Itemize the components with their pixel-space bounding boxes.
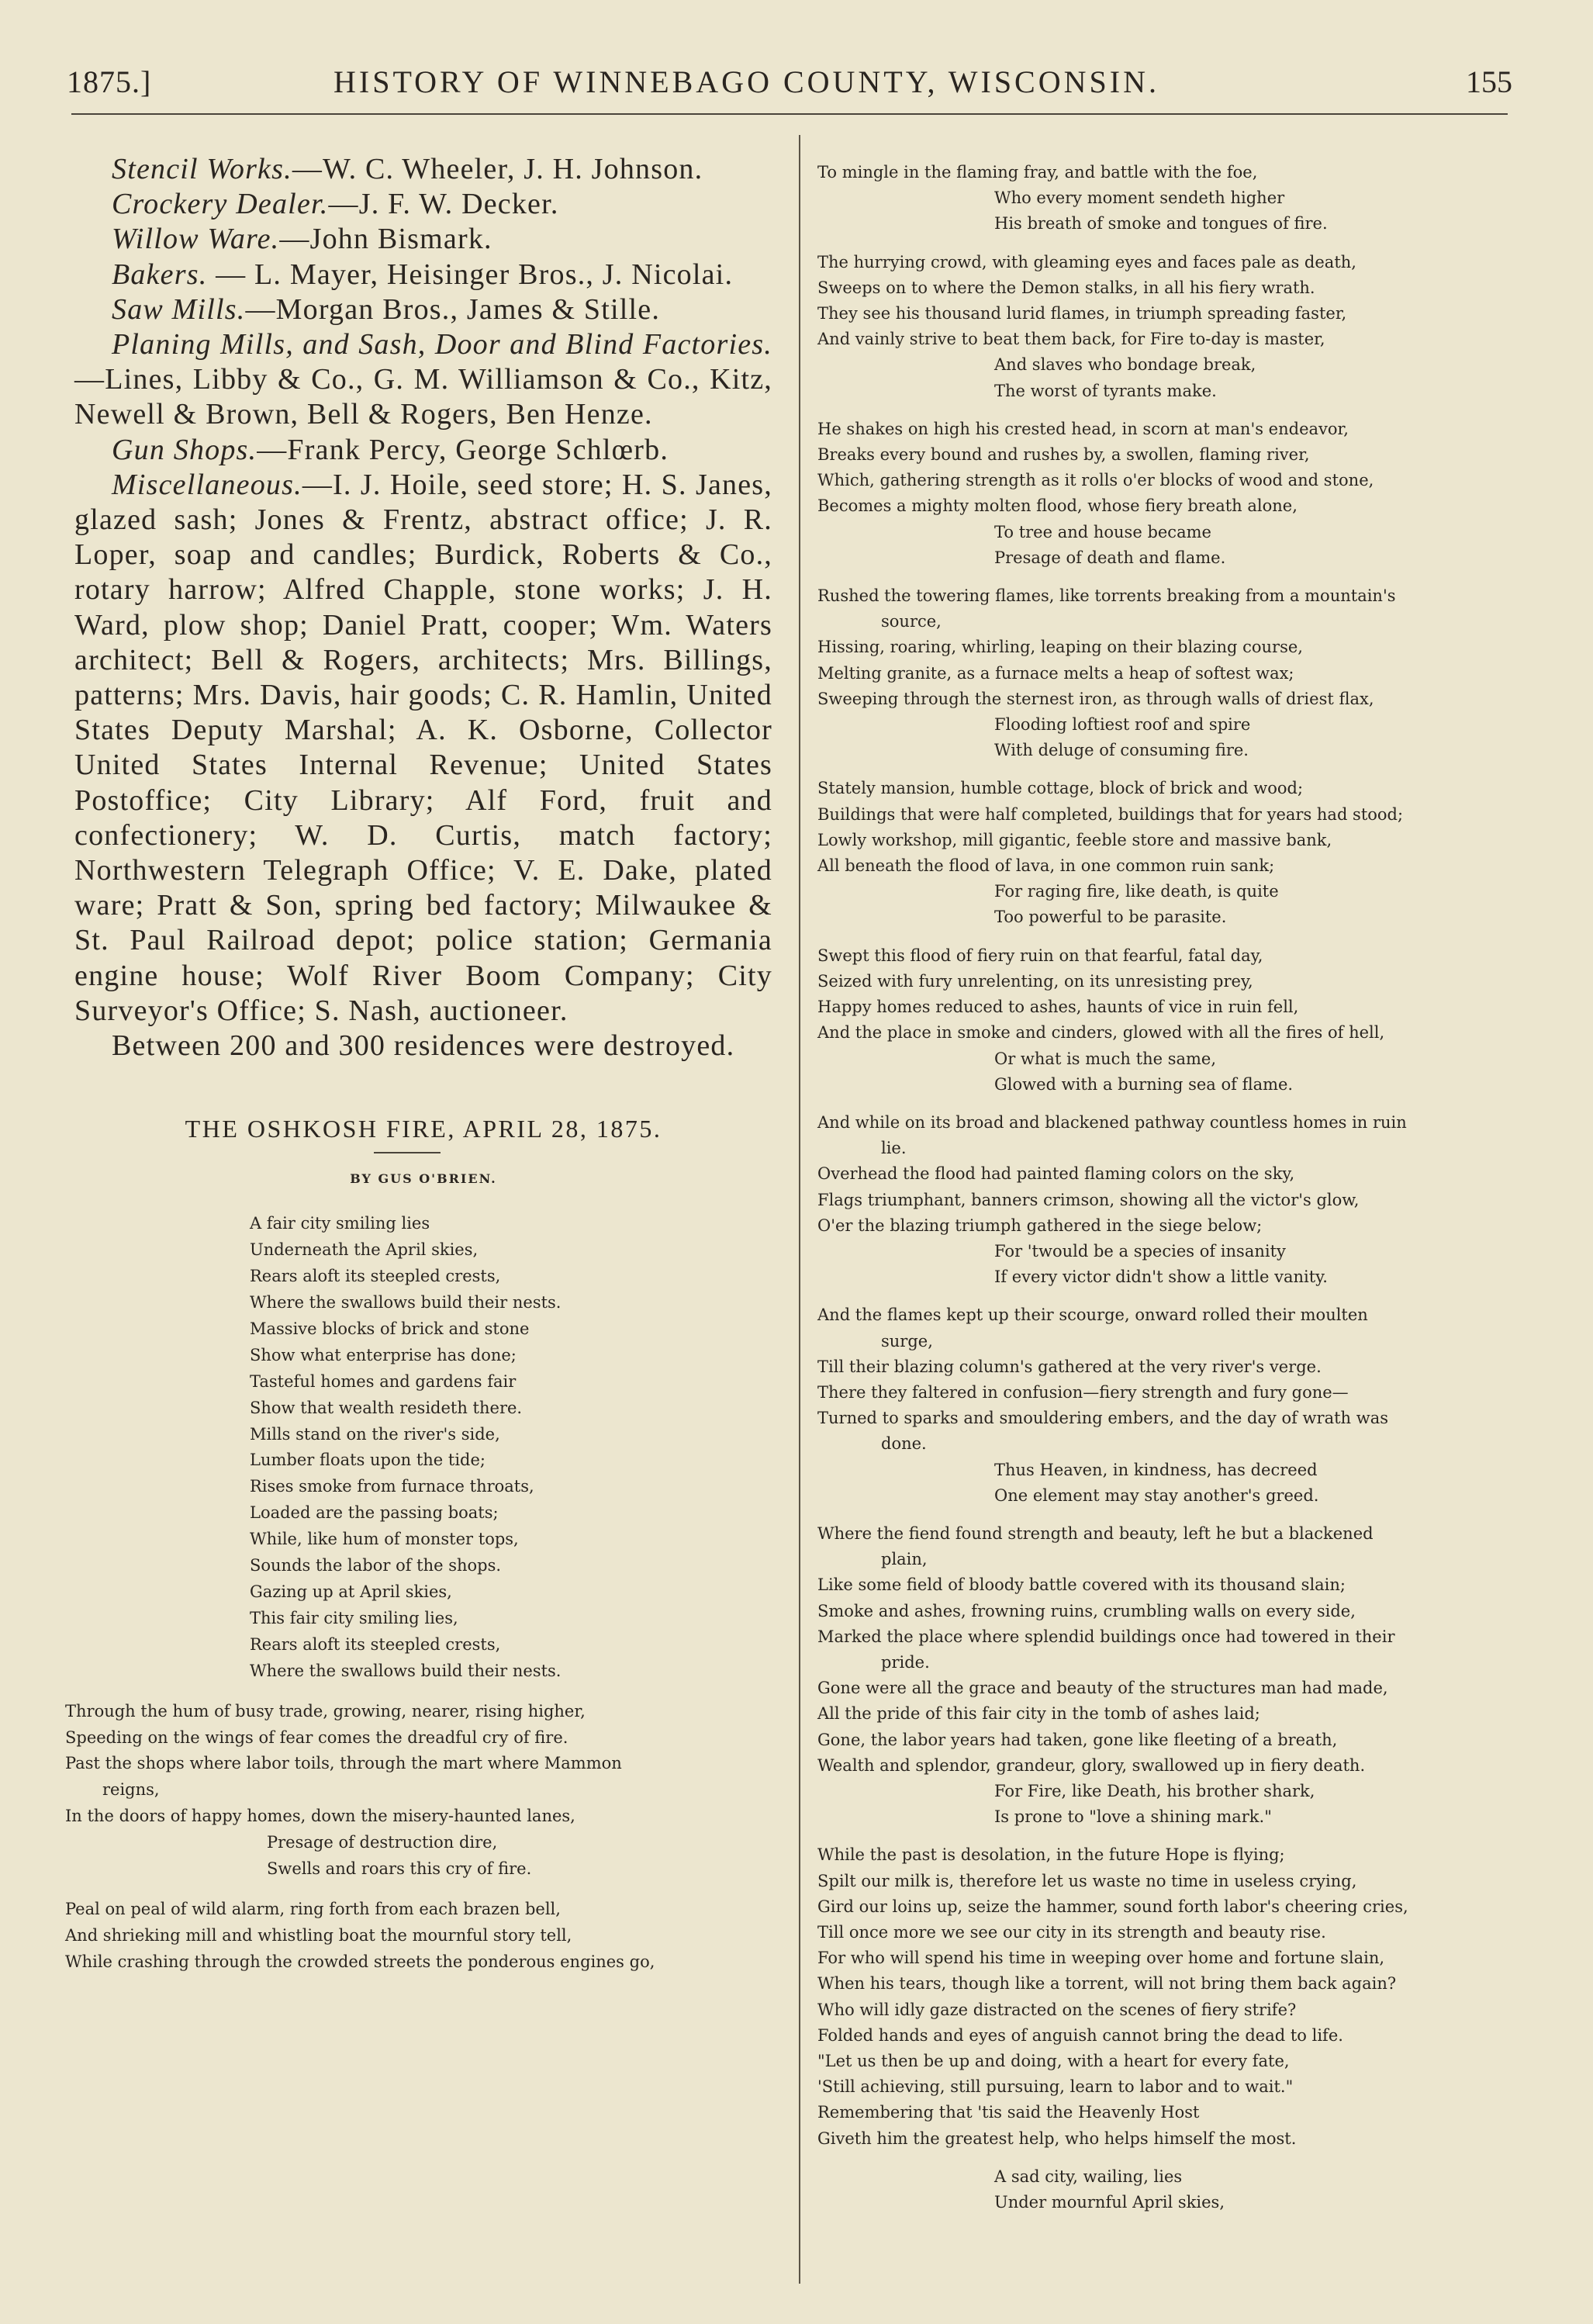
poem-line: Remembering that 'tis said the Heavenly Host (817, 2103, 1200, 2122)
poem-line: All beneath the flood of lava, in one common ruin sank; (817, 856, 1275, 876)
poem-line: This fair city smiling lies, (250, 1608, 458, 1627)
entry-text: —Frank Percy, George Schlœrb. (257, 433, 669, 466)
poem-stanza (817, 583, 1515, 763)
poem-line: While the past is desolation, in the future Hope is flying; (817, 1845, 1285, 1865)
poem-stanza (817, 943, 1515, 1098)
poem-stanza (250, 1211, 772, 1684)
poem-stanza (817, 1302, 1515, 1509)
entry-label: Willow Ware. (112, 223, 280, 256)
poem-line: While, like hum of monster tops, (250, 1530, 519, 1549)
poem-line: Overhead the flood had painted flaming colors on the sky, (817, 1164, 1295, 1184)
header-year: 1875.] (67, 64, 152, 99)
poem-line: And the flames kept up their scourge, onward rolled their moulten (817, 1306, 1368, 1325)
directory-entry (74, 152, 772, 187)
poem-line: Past the shops where labor toils, through the mart where Mammon (65, 1754, 622, 1773)
entry-text: —I. J. Hoile, seed store; H. S. Janes, glazed sash; Jones & Frentz, abstract office; J. R. Loper, soap and candles; Burdick, Roberts & Co., rotary harrow; Alfred Chapple, stone works; J. H. Ward, plow shop; Daniel Pratt, cooper; Wm. Waters architect; Bell & Rogers, architects; Mrs. Billings, patterns; Mrs. Davis, hair goods; C. R. Hamlin, United States Deputy Marshal; A. K. Osborne, Collector United States Internal Revenue; United States Postoffice; City Library; Alf Ford, fruit and confectionery; W. D. Curtis, match factory; Northwestern Telegraph Office; V. E. Dake, plated ware; Pratt & Son, spring bed factory; Milwaukee & St. Paul Railroad depot; police station; Germania engine house; Wolf River Boom Company; City Surveyor's Office; S. Nash, auctioneer. (74, 468, 772, 1027)
entry-label: Miscellaneous. (112, 468, 302, 501)
poem-line: They see his thousand lurid flames, in triumph spreading faster, (817, 304, 1347, 323)
poem-line: Swells and roars this cry of fire. (267, 1859, 532, 1879)
left-column (65, 152, 772, 1976)
entry-text: —J. F. W. Decker. (328, 188, 559, 221)
poem-line: And the place in smoke and cinders, glowed with all the fires of hell, (817, 1023, 1385, 1043)
poem-line: Mills stand on the river's side, (250, 1424, 500, 1444)
entry-text: —Morgan Bros., James & Stille. (245, 292, 661, 326)
poem-line: Sweeping through the sternest iron, as through walls of driest flax, (817, 689, 1374, 708)
poem-stanza (817, 160, 1515, 237)
poem-line: Sweeps on to where the Demon stalks, in all his fiery wrath. (817, 278, 1315, 297)
poem-line: And while on its broad and blackened pathway countless homes in ruin (817, 1112, 1407, 1132)
poem-line: Speeding on the wings of fear comes the dreadful cry of fire. (65, 1727, 568, 1747)
poem-line: surge, (881, 1331, 933, 1350)
poem-line: Gone were all the grace and beauty of the structures man had made, (817, 1679, 1388, 1698)
poem-line: Turned to sparks and smouldering embers, and the day of wrath was (817, 1409, 1389, 1428)
entry-text: —W. C. Wheeler, J. H. Johnson. (292, 153, 703, 185)
poem-line: Buildings that were half completed, buildings that for years had stood; (817, 804, 1404, 824)
poem-stanza (817, 1842, 1515, 2151)
page-number: 155 (1466, 64, 1512, 99)
poem-line: Sounds the labor of the shops. (250, 1556, 502, 1575)
entry-label: Stencil Works. (112, 153, 292, 185)
poem-line: "Let us then be up and doing, with a heart for every fate, (817, 2052, 1290, 2071)
entry-label: Crockery Dealer. (112, 188, 329, 221)
directory-entry (74, 187, 772, 222)
entry-label: Bakers. (112, 258, 208, 291)
poem-line: source, (881, 612, 942, 631)
poem-line: 'Still achieving, still pursuing, learn to labor and to wait." (817, 2077, 1294, 2097)
directory-entry (74, 433, 772, 468)
poem-line: O'er the blazing triumph gathered in the siege below; (817, 1216, 1263, 1235)
poem-line: Smoke and ashes, frowning ruins, crumbling walls on every side, (817, 1601, 1356, 1620)
poem-line: Where the swallows build their nests. (250, 1293, 562, 1312)
poem-stanza (817, 2164, 1515, 2215)
poem-line: When his tears, though like a torrent, will not bring them back again? (817, 1974, 1397, 1994)
poem-line: The hurrying crowd, with gleaming eyes and faces pale as death, (817, 252, 1356, 271)
poem-line: Loaded are the passing boats; (250, 1503, 499, 1523)
poem-line: Thus Heaven, in kindness, has decreed (994, 1460, 1318, 1479)
poem-line: done. (881, 1434, 927, 1454)
poem-line: There they faltered in confusion—fiery strength and fury gone— (817, 1382, 1349, 1402)
directory-entry (74, 292, 772, 327)
poem-line: Flags triumphant, banners crimson, showing all the victor's glow, (817, 1190, 1360, 1209)
poem-line: plain, (881, 1550, 928, 1569)
poem-line: Like some field of bloody battle covered with its thousand slain; (817, 1575, 1346, 1595)
poem-line: For 'twould be a species of insanity (994, 1241, 1286, 1261)
poem-line: reigns, (102, 1780, 160, 1800)
poem-line: Through the hum of busy trade, growing, nearer, rising higher, (65, 1701, 586, 1721)
poem-line: Marked the place where splendid buildings once had towered in their (817, 1627, 1395, 1646)
poem-line: Hissing, roaring, whirling, leaping on their blazing course, (817, 638, 1303, 657)
poem-line: Under mournful April skies, (994, 2193, 1225, 2212)
poem-line: Too powerful to be parasite. (994, 908, 1227, 927)
poem-line: Which, gathering strength as it rolls o'er blocks of wood and stone, (817, 471, 1374, 490)
poem-line: He shakes on high his crested head, in scorn at man's endeavor, (817, 419, 1349, 438)
poem-line: Rushed the towering flames, like torrents breaking from a mountain's (817, 586, 1396, 606)
poem-line: Breaks every bound and rushes by, a swollen, flaming river, (817, 445, 1310, 465)
poem-line: Glowed with a burning sea of flame. (994, 1074, 1294, 1094)
entry-label: Planing Mills, and Sash, Door and Blind Factories. (112, 328, 772, 361)
poem-line: And vainly strive to beat them back, for Fire to-day is master, (817, 330, 1325, 349)
poem-line: Presage of destruction dire, (267, 1833, 498, 1852)
poem-line: To mingle in the flaming fray, and battle with the foe, (817, 163, 1258, 182)
poem-line: Rears aloft its steepled crests, (250, 1267, 501, 1286)
poem-line: Stately mansion, humble cottage, block of brick and wood; (817, 779, 1304, 798)
poem-line: Is prone to "love a shining mark." (994, 1807, 1272, 1827)
poem-line: Gone, the labor years had taken, gone like fleeting of a breath, (817, 1730, 1338, 1749)
directory-entry (74, 1029, 772, 1063)
column-divider (799, 135, 800, 2284)
header-rule (71, 113, 1508, 115)
business-directory (74, 152, 772, 1063)
poem-line: With deluge of consuming fire. (994, 741, 1249, 760)
poem-line: Spilt our milk is, therefore let us waste no time in useless crying, (817, 1871, 1357, 1890)
poem-line: Underneath the April skies, (250, 1240, 479, 1260)
running-header (0, 0, 1593, 116)
poem-line: pride. (881, 1652, 930, 1672)
poem-line: Gird our loins up, seize the hammer, sound forth labor's cheering cries, (817, 1897, 1408, 1916)
poem-line: Melting granite, as a furnace melts a heap of softest wax; (817, 663, 1294, 683)
poem-line: Massive blocks of brick and stone (250, 1319, 530, 1338)
poem-stanza (817, 417, 1515, 571)
title-rule (374, 1152, 441, 1153)
poem-line: For who will spend his time in weeping over home and fortune slain, (817, 1949, 1385, 1968)
poem-line: To tree and house became (994, 522, 1211, 541)
directory-entry (74, 468, 772, 1029)
poem-line: Who every moment sendeth higher (994, 188, 1285, 208)
directory-entry (74, 327, 772, 433)
entry-text: Between 200 and 300 residences were destroyed. (112, 1029, 735, 1063)
poem-stanza (65, 1699, 772, 1883)
poem-line: Till their blazing column's gathered at the very river's verge. (817, 1357, 1322, 1376)
entry-label: Gun Shops. (112, 433, 257, 466)
poem-line: Folded hands and eyes of anguish cannot bring the dead to life. (817, 2025, 1343, 2045)
entry-text: — L. Mayer, Heisinger Bros., J. Nicolai. (207, 258, 734, 291)
poem-line: While crashing through the crowded streets the ponderous engines go, (65, 1952, 655, 1971)
poem-byline: BY GUS O'BRIEN. (350, 1171, 497, 1187)
poem-stanza (817, 776, 1515, 930)
poem-line: Where the fiend found strength and beauty, left he but a blackened (817, 1523, 1374, 1543)
directory-entry (74, 222, 772, 257)
poem-line: One element may stay another's greed. (994, 1485, 1319, 1505)
poem-line: Where the swallows build their nests. (250, 1661, 562, 1680)
entry-text: —John Bismark. (279, 223, 492, 256)
poem-stanza (817, 250, 1515, 404)
poem-stanza (817, 1521, 1515, 1830)
poem-line: Tasteful homes and gardens fair (250, 1371, 517, 1391)
poem-title: THE OSHKOSH FIRE, APRIL 28, 1875. (185, 1115, 662, 1143)
poem-line: Gazing up at April skies, (250, 1582, 452, 1601)
poem-line: Lumber floats upon the tide; (250, 1451, 486, 1470)
poem-line: Peal on peal of wild alarm, ring forth from each brazen bell, (65, 1899, 561, 1918)
header-title: HISTORY OF WINNEBAGO COUNTY, WISCONSIN. (333, 64, 1159, 99)
poem-line: Swept this flood of fiery ruin on that fearful, fatal day, (817, 946, 1263, 965)
directory-entry (74, 258, 772, 292)
poem-line: The worst of tyrants make. (994, 381, 1217, 400)
poem-line: And shrieking mill and whistling boat the mournful story tell, (65, 1925, 572, 1945)
poem-line: Till once more we see our city in its strength and beauty rise. (817, 1923, 1326, 1942)
poem-line: Happy homes reduced to ashes, haunts of vice in ruin fell, (817, 998, 1299, 1017)
poem-line: Becomes a mighty molten flood, whose fiery breath alone, (817, 496, 1298, 516)
poem-line: For Fire, like Death, his brother shark, (994, 1781, 1315, 1800)
poem-line: And slaves who bondage break, (994, 355, 1256, 375)
poem-line: All the pride of this fair city in the tomb of ashes laid; (817, 1704, 1260, 1724)
poem-line: Show what enterprise has done; (250, 1345, 517, 1364)
poem-line: A sad city, wailing, lies (994, 2167, 1183, 2186)
right-column (817, 160, 1515, 2228)
poem-line: Rises smoke from furnace throats, (250, 1477, 534, 1496)
poem-line: Lowly workshop, mill gigantic, feeble store and massive bank, (817, 830, 1332, 849)
entry-text: —Lines, Libby & Co., G. M. Williamson & Co., Kitz, Newell & Brown, Bell & Rogers, Ben Henze. (74, 363, 772, 431)
poem-line: If every victor didn't show a little vanity. (994, 1267, 1328, 1287)
poem-stanza (817, 1110, 1515, 1290)
poem-line: His breath of smoke and tongues of fire. (994, 214, 1328, 233)
poem-line: Wealth and splendor, grandeur, glory, swallowed up in fiery death. (817, 1755, 1366, 1775)
poem-line: lie. (881, 1139, 907, 1158)
poem-line: Giveth him the greatest help, who helps himself the most. (817, 2129, 1297, 2148)
entry-label: Saw Mills. (112, 292, 246, 326)
poem-line: Presage of death and flame. (994, 548, 1226, 567)
poem-line: In the doors of happy homes, down the misery-haunted lanes, (65, 1807, 575, 1826)
poem-line: Flooding loftiest roof and spire (994, 715, 1251, 735)
poem-line: Show that wealth resideth there. (250, 1398, 523, 1417)
poem-line: A fair city smiling lies (250, 1214, 430, 1233)
poem-line: Or what is much the same, (994, 1049, 1217, 1068)
poem-line: For raging fire, like death, is quite (994, 882, 1279, 901)
poem-line: Rears aloft its steepled crests, (250, 1634, 501, 1654)
poem-line: Seized with fury unrelenting, on its unresisting prey, (817, 971, 1253, 991)
poem-line: Who will idly gaze distracted on the scenes of fiery strife? (817, 2000, 1297, 2019)
poem-stanza (65, 1897, 772, 1976)
